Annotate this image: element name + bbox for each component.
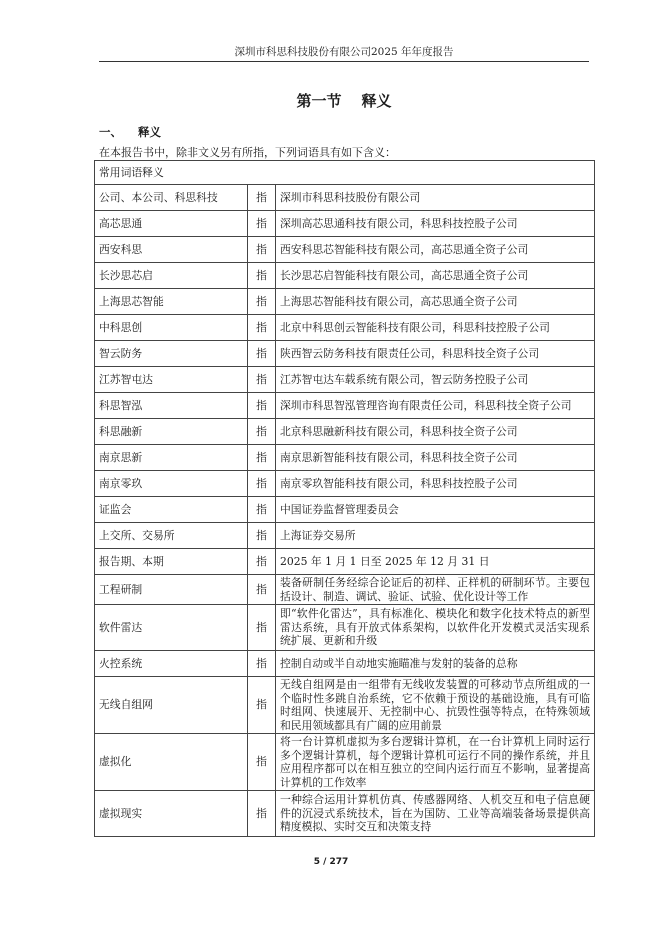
term-cell: 江苏智屯达 <box>95 367 248 393</box>
zhi-cell: 指 <box>248 734 276 791</box>
zhi-cell: 指 <box>248 791 276 837</box>
term-cell: 无线自组网 <box>95 677 248 734</box>
table-row <box>95 575 595 605</box>
zhi-cell: 指 <box>248 651 276 677</box>
table-row <box>95 211 595 237</box>
definition-cell: 2025 年 1 月 1 日至 2025 年 12 月 31 日 <box>276 549 595 575</box>
definition-cell: 长沙思芯启智能科技有限公司，高芯思通全资子公司 <box>276 263 595 289</box>
zhi-cell: 指 <box>248 419 276 445</box>
table-caption-row <box>95 161 595 185</box>
zhi-cell: 指 <box>248 393 276 419</box>
term-cell: 虚拟现实 <box>95 791 248 837</box>
term-cell: 科思智泓 <box>95 393 248 419</box>
table-row <box>95 734 595 791</box>
definition-cell: 将一台计算机虚拟为多台逻辑计算机，在一台计算机上同时运行多个逻辑计算机，每个逻辑计算机可运行不同的操作系统，并且应用程序都可以在相互独立的空间内运行而互不影响，显著提高计算机的工作效率 <box>276 734 595 791</box>
definition-cell: 控制自动或半自动地实施瞄准与发射的装备的总称 <box>276 651 595 677</box>
definition-cell: 装备研制任务经综合论证后的初样、正样机的研制环节。主要包括设计、制造、调试、验证、试验、优化设计等工作 <box>276 575 595 605</box>
section-number: 一、 <box>99 125 122 139</box>
page-header: 深圳市科思科技股份有限公司2025 年年度报告 <box>234 46 454 58</box>
zhi-cell: 指 <box>248 471 276 497</box>
definition-cell: 无线自组网是由一组带有无线收发装置的可移动节点所组成的一个临时性多跳自治系统，它不依赖于预设的基础设施，具有可临时组网、快速展开、无控制中心、抗毁性强等特点，在特殊领域和民用领域都具有广阔的应用前景 <box>276 677 595 734</box>
table-row <box>95 791 595 837</box>
zhi-cell: 指 <box>248 263 276 289</box>
zhi-cell: 指 <box>248 237 276 263</box>
intro-text: 在本报告书中，除非文义另有所指，下列词语具有如下含义： <box>99 146 396 159</box>
zhi-cell: 指 <box>248 605 276 651</box>
term-cell: 上海思芯智能 <box>95 289 248 315</box>
definitions-table <box>94 160 595 837</box>
term-cell: 公司、本公司、科思科技 <box>95 185 248 211</box>
table-row <box>95 549 595 575</box>
chapter-name: 释义 <box>361 92 392 110</box>
term-cell: 上交所、交易所 <box>95 523 248 549</box>
term-cell: 科思融新 <box>95 419 248 445</box>
zhi-cell: 指 <box>248 497 276 523</box>
zhi-cell: 指 <box>248 549 276 575</box>
section-heading <box>99 124 161 140</box>
header-divider <box>99 61 589 62</box>
term-cell: 火控系统 <box>95 651 248 677</box>
table-caption: 常用词语释义 <box>95 161 595 185</box>
zhi-cell: 指 <box>248 575 276 605</box>
term-cell: 西安科思 <box>95 237 248 263</box>
term-cell: 长沙思芯启 <box>95 263 248 289</box>
zhi-cell: 指 <box>248 677 276 734</box>
definition-cell: 江苏智屯达车载系统有限公司，智云防务控股子公司 <box>276 367 595 393</box>
term-cell: 南京思新 <box>95 445 248 471</box>
table-row <box>95 497 595 523</box>
term-cell: 南京零玖 <box>95 471 248 497</box>
zhi-cell: 指 <box>248 185 276 211</box>
table-row <box>95 677 595 734</box>
definition-cell: 即“软件化雷达”，具有标准化、模块化和数字化技术特点的新型雷达系统，具有开放式体系架构，以软件化开发模式灵活实现系统扩展、更新和升级 <box>276 605 595 651</box>
page-number: 5 / 277 <box>313 857 349 867</box>
term-cell: 高芯思通 <box>95 211 248 237</box>
zhi-cell: 指 <box>248 289 276 315</box>
definition-cell: 上海证券交易所 <box>276 523 595 549</box>
table-row <box>95 605 595 651</box>
section-label: 释义 <box>138 125 161 139</box>
table-row <box>95 445 595 471</box>
term-cell: 报告期、本期 <box>95 549 248 575</box>
chapter-number: 第一节 <box>296 92 342 110</box>
zhi-cell: 指 <box>248 211 276 237</box>
table-row <box>95 651 595 677</box>
table-row <box>95 393 595 419</box>
term-cell: 中科思创 <box>95 315 248 341</box>
term-cell: 证监会 <box>95 497 248 523</box>
definition-cell: 陕西智云防务科技有限责任公司，科思科技全资子公司 <box>276 341 595 367</box>
definition-cell: 深圳市科思智泓管理咨询有限责任公司，科思科技全资子公司 <box>276 393 595 419</box>
table-row <box>95 367 595 393</box>
definition-cell: 北京中科思创云智能科技有限公司，科思科技控股子公司 <box>276 315 595 341</box>
table-row <box>95 471 595 497</box>
definition-cell: 南京零玖智能科技有限公司，科思科技控股子公司 <box>276 471 595 497</box>
term-cell: 工程研制 <box>95 575 248 605</box>
table-row <box>95 523 595 549</box>
zhi-cell: 指 <box>248 445 276 471</box>
definition-cell: 上海思芯智能科技有限公司，高芯思通全资子公司 <box>276 289 595 315</box>
definition-cell: 北京科思融新科技有限公司，科思科技全资子公司 <box>276 419 595 445</box>
chapter-title <box>99 90 589 111</box>
term-cell: 软件雷达 <box>95 605 248 651</box>
table-row <box>95 341 595 367</box>
term-cell: 智云防务 <box>95 341 248 367</box>
definition-cell: 深圳市科思科技股份有限公司 <box>276 185 595 211</box>
table-row <box>95 289 595 315</box>
table-row <box>95 419 595 445</box>
table-row <box>95 315 595 341</box>
term-cell: 虚拟化 <box>95 734 248 791</box>
definition-cell: 深圳高芯思通科技有限公司，科思科技控股子公司 <box>276 211 595 237</box>
zhi-cell: 指 <box>248 367 276 393</box>
definition-cell: 南京思新智能科技有限公司，科思科技全资子公司 <box>276 445 595 471</box>
table-row <box>95 263 595 289</box>
definition-cell: 中国证券监督管理委员会 <box>276 497 595 523</box>
table-row <box>95 185 595 211</box>
definition-cell: 西安科思芯智能科技有限公司，高芯思通全资子公司 <box>276 237 595 263</box>
table-row <box>95 237 595 263</box>
zhi-cell: 指 <box>248 341 276 367</box>
definition-cell: 一种综合运用计算机仿真、传感器网络、人机交互和电子信息硬件的沉浸式系统技术，旨在为国防、工业等高端装备场景提供高精度模拟、实时交互和决策支持 <box>276 791 595 837</box>
zhi-cell: 指 <box>248 523 276 549</box>
zhi-cell: 指 <box>248 315 276 341</box>
